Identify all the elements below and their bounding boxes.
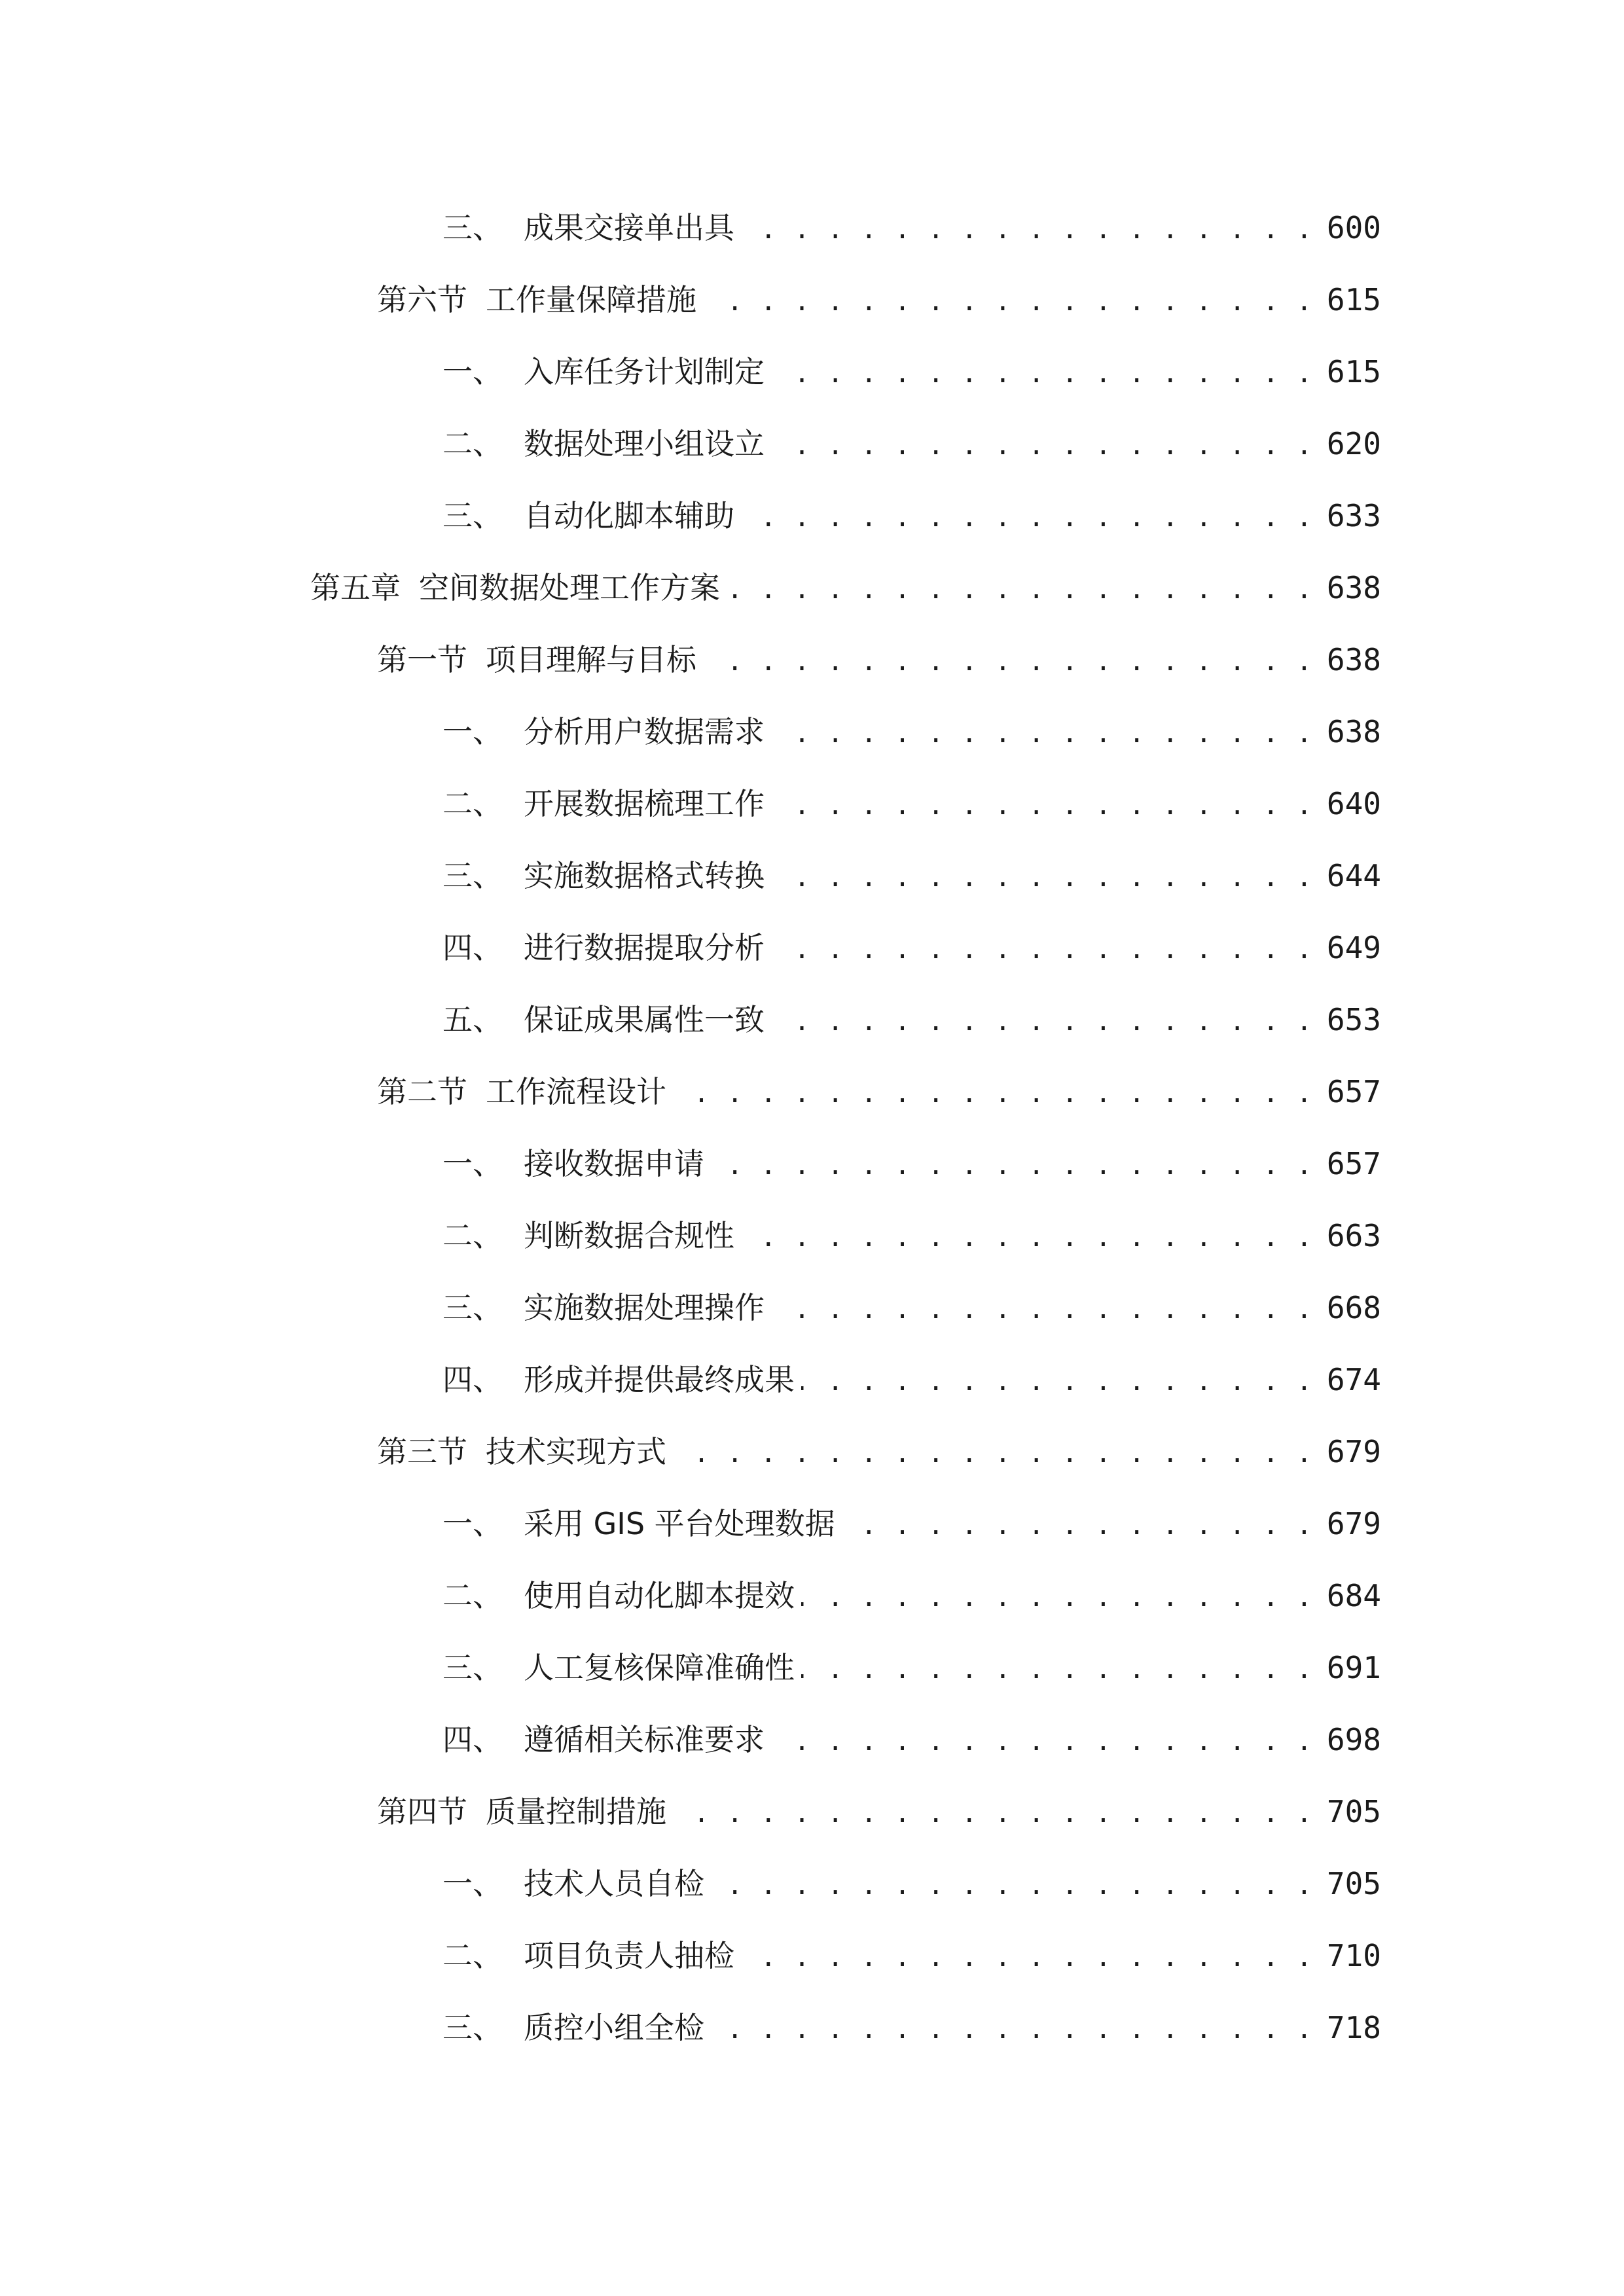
toc-entry[interactable] [442, 702, 1381, 761]
toc-entry-number: 第四节 [377, 1794, 467, 1829]
toc-entry[interactable] [442, 1134, 1381, 1193]
toc-entry-title: 实施数据格式转换 [524, 858, 765, 893]
toc-entry-page: 679 [1326, 1434, 1381, 1469]
toc-entry-title: 项目负责人抽检 [524, 1938, 734, 1973]
toc-leader-dots [727, 558, 1313, 617]
toc-leader-dots [801, 1638, 1313, 1697]
toc-entry-page: 674 [1326, 1362, 1381, 1397]
toc-entry-number: 第五章 [310, 570, 401, 605]
toc-entry[interactable] [442, 342, 1381, 401]
toc-entry-number: 二、 [442, 1218, 503, 1253]
toc-entry-number: 一、 [442, 1506, 503, 1541]
toc-entry-title: 工作量保障措施 [486, 282, 696, 317]
toc-entry-page: 615 [1326, 354, 1381, 389]
toc-entry-page: 663 [1326, 1218, 1381, 1253]
toc-entry-page: 691 [1326, 1650, 1381, 1685]
toc-entry-number: 第三节 [377, 1434, 467, 1469]
toc-entry-page: 633 [1326, 498, 1381, 533]
toc-entry-title: 保证成果属性一致 [524, 1002, 765, 1037]
toc-entry-title: 遵循相关标准要求 [524, 1722, 765, 1757]
toc-leader-dots [771, 1710, 1313, 1769]
toc-entry[interactable] [442, 1854, 1381, 1913]
toc-entry-title: 实施数据处理操作 [524, 1290, 765, 1325]
toc-leader-dots [771, 702, 1313, 761]
toc-entry-title: 接收数据申请 [524, 1146, 704, 1181]
toc-entry-number: 三、 [442, 498, 503, 533]
toc-entry-title: 数据处理小组设立 [524, 426, 765, 461]
toc-entry-title: 质量控制措施 [486, 1794, 666, 1829]
toc-leader-dots [741, 1926, 1313, 1985]
toc-leader-dots [771, 342, 1313, 401]
toc-entry-number: 第六节 [377, 282, 467, 317]
toc-entry-number: 一、 [442, 1146, 503, 1181]
toc-entry-number: 一、 [442, 354, 503, 389]
toc-entry-title: 使用自动化脚本提效 [524, 1578, 795, 1613]
toc-leader-dots [673, 1062, 1313, 1121]
toc-entry-page: 640 [1326, 786, 1381, 821]
toc-entry-number: 二、 [442, 1938, 503, 1973]
toc-entry-number: 三、 [442, 1290, 503, 1325]
toc-leader-dots [771, 414, 1313, 473]
toc-leader-dots [711, 1854, 1313, 1913]
toc-entry-number: 三、 [442, 858, 503, 893]
toc-entry-number: 第一节 [377, 642, 467, 677]
toc-entry-page: 653 [1326, 1002, 1381, 1037]
toc-entry-page: 644 [1326, 858, 1381, 893]
toc-entry-number: 二、 [442, 786, 503, 821]
toc-entry-number: 三、 [442, 210, 503, 245]
toc-entry[interactable] [442, 414, 1381, 473]
toc-entry-title: 成果交接单出具 [524, 210, 734, 245]
toc-entry-page: 657 [1326, 1074, 1381, 1109]
toc-leader-dots [741, 486, 1313, 545]
toc-entry-page: 600 [1326, 210, 1381, 245]
toc-entry[interactable] [310, 558, 1381, 617]
toc-entry-title: 分析用户数据需求 [524, 714, 765, 749]
toc-leader-dots [801, 1350, 1313, 1409]
toc-entry-title: 形成并提供最终成果 [524, 1362, 795, 1397]
toc-entry[interactable] [377, 270, 1381, 329]
toc-leader-dots [771, 1278, 1313, 1337]
toc-entry-page: 638 [1326, 714, 1381, 749]
toc-entry-page: 615 [1326, 282, 1381, 317]
toc-leader-dots [673, 1782, 1313, 1841]
toc-entry-title: 入库任务计划制定 [524, 354, 765, 389]
toc-entry-page: 679 [1326, 1506, 1381, 1541]
toc-entry-page: 710 [1326, 1938, 1381, 1973]
toc-leader-dots [771, 918, 1313, 977]
toc-entry[interactable] [442, 1926, 1381, 1985]
toc-entry-number: 一、 [442, 1866, 503, 1901]
toc-leader-dots [711, 1998, 1313, 2057]
toc-entry[interactable] [442, 918, 1381, 977]
toc-entry[interactable] [442, 990, 1381, 1049]
toc-entry-page: 705 [1326, 1794, 1381, 1829]
toc-entry-number: 五、 [442, 1002, 503, 1037]
toc-leader-dots [703, 630, 1313, 689]
toc-entry-number: 四、 [442, 1362, 503, 1397]
toc-entry[interactable] [377, 1422, 1381, 1481]
toc-entry-title: 工作流程设计 [486, 1074, 666, 1109]
toc-leader-dots [771, 990, 1313, 1049]
toc-entry-page: 684 [1326, 1578, 1381, 1613]
toc-entry[interactable] [442, 198, 1381, 257]
toc-entry-title: 空间数据处理工作方案 [419, 570, 720, 605]
toc-entry-title: 采用 GIS 平台处理数据 [524, 1506, 835, 1541]
toc-entry[interactable] [442, 1278, 1381, 1337]
toc-entry[interactable] [442, 1710, 1381, 1769]
toc-entry-page: 718 [1326, 2010, 1381, 2045]
toc-entry[interactable] [442, 1350, 1381, 1409]
toc-entry-title: 自动化脚本辅助 [524, 498, 734, 533]
toc-entry[interactable] [377, 1062, 1381, 1121]
toc-leader-dots [771, 774, 1313, 833]
toc-leader-dots [771, 846, 1313, 905]
toc-entry[interactable] [442, 1998, 1381, 2057]
toc-leader-dots [741, 198, 1313, 257]
toc-leader-dots [673, 1422, 1313, 1481]
toc-entry-number: 四、 [442, 930, 503, 965]
toc-entry-page: 649 [1326, 930, 1381, 965]
toc-entry[interactable] [442, 1206, 1381, 1265]
toc-leader-dots [842, 1494, 1313, 1553]
toc-leader-dots [711, 1134, 1313, 1193]
toc-leader-dots [801, 1566, 1313, 1625]
toc-entry-page: 638 [1326, 642, 1381, 677]
toc-entry-number: 四、 [442, 1722, 503, 1757]
toc-entry-number: 一、 [442, 714, 503, 749]
toc-entry-page: 705 [1326, 1866, 1381, 1901]
toc-entry[interactable] [442, 486, 1381, 545]
toc-entry-title: 进行数据提取分析 [524, 930, 765, 965]
toc-entry-number: 三、 [442, 1650, 503, 1685]
toc-entry-title: 项目理解与目标 [486, 642, 696, 677]
toc-leader-dots [703, 270, 1313, 329]
toc-entry[interactable] [442, 1494, 1381, 1553]
toc-entry[interactable] [442, 1638, 1381, 1697]
toc-entry-page: 668 [1326, 1290, 1381, 1325]
toc-entry-page: 638 [1326, 570, 1381, 605]
toc-entry[interactable] [442, 1566, 1381, 1625]
toc-entry-title: 人工复核保障准确性 [524, 1650, 795, 1685]
toc-entry-title: 质控小组全检 [524, 2010, 704, 2045]
toc-entry-title: 判断数据合规性 [524, 1218, 734, 1253]
toc-leader-dots [741, 1206, 1313, 1265]
toc-entry-page: 657 [1326, 1146, 1381, 1181]
toc-entry[interactable] [377, 1782, 1381, 1841]
toc-entry-title: 技术人员自检 [524, 1866, 704, 1901]
toc-entry-page: 620 [1326, 426, 1381, 461]
toc-entry-title: 开展数据梳理工作 [524, 786, 765, 821]
toc-entry-title: 技术实现方式 [486, 1434, 666, 1469]
toc-entry-page: 698 [1326, 1722, 1381, 1757]
toc-entry[interactable] [442, 846, 1381, 905]
toc-entry-number: 三、 [442, 2010, 503, 2045]
toc-entry-number: 二、 [442, 1578, 503, 1613]
toc-entry-number: 第二节 [377, 1074, 467, 1109]
toc-entry[interactable] [377, 630, 1381, 689]
toc-entry[interactable] [442, 774, 1381, 833]
toc-entry-number: 二、 [442, 426, 503, 461]
